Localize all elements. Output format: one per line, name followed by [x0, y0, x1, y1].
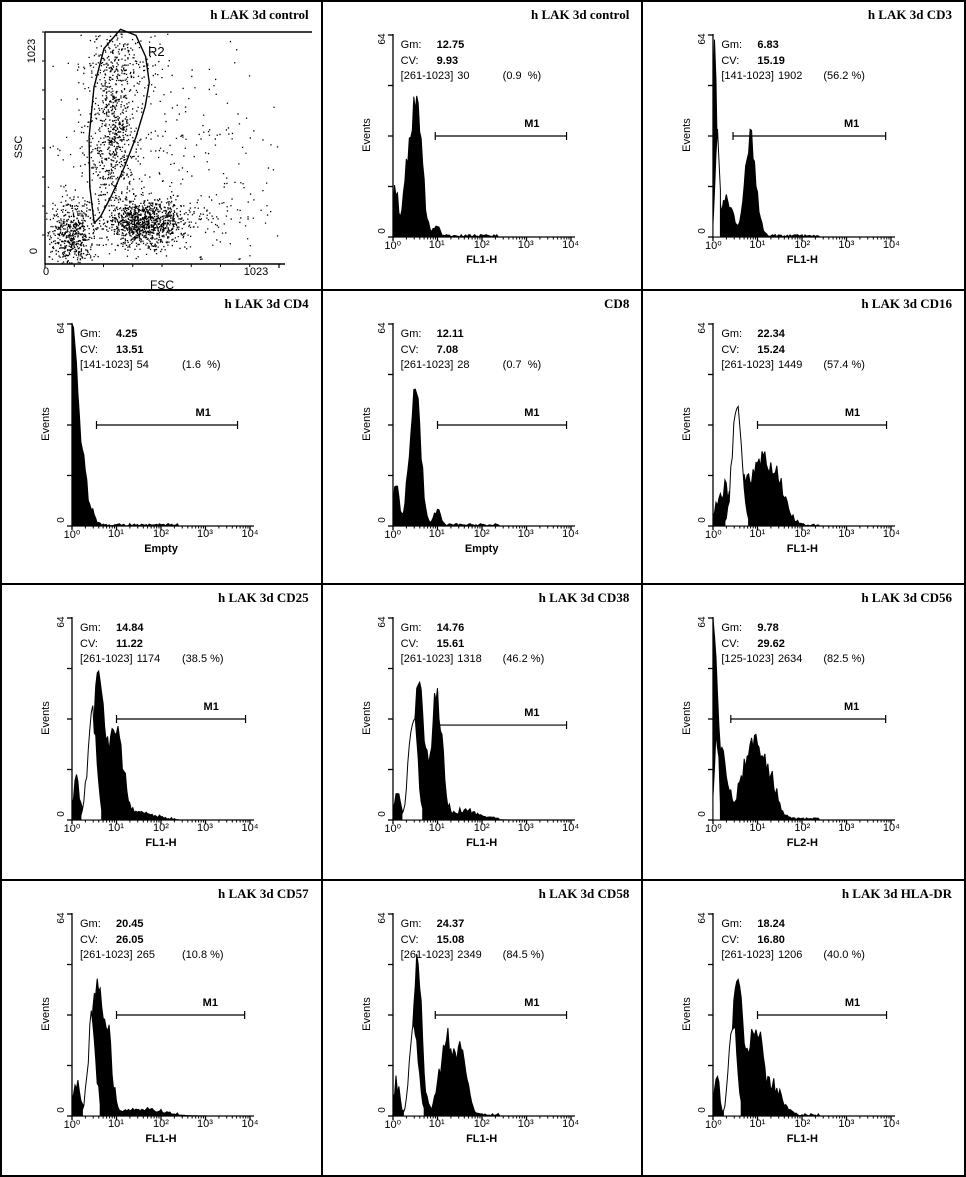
- count-value: 2634: [777, 653, 803, 665]
- percent-value: (1.6 %): [182, 359, 221, 371]
- y-axis-min-label: 0: [697, 517, 709, 523]
- stat-cv: [721, 637, 959, 653]
- percent-value: (0.7 %): [502, 359, 542, 371]
- x-tick-1e1: 10¹: [428, 239, 445, 251]
- x-tick-1e2: 10²: [473, 1118, 490, 1130]
- stat-gm: [721, 917, 959, 933]
- y-axis-title: Events: [40, 997, 52, 1031]
- stats-block: [401, 621, 639, 668]
- stat-gate-range: [721, 358, 959, 374]
- panel-title: h LAK 3d CD56: [861, 590, 952, 605]
- x-tick-1e4: 10⁴: [882, 239, 900, 251]
- stat-cv: [721, 933, 959, 949]
- histogram-panel: [643, 585, 964, 881]
- stat-cv: [401, 637, 639, 653]
- x-axis-title: FSC: [150, 278, 174, 291]
- cv-value: 13.51: [116, 343, 144, 356]
- y-axis-title: Events: [40, 407, 52, 441]
- y-axis-max-label: 64: [376, 912, 388, 924]
- gm-label: Gm:: [721, 918, 743, 930]
- stat-gm: [401, 917, 639, 933]
- stat-cv: [80, 343, 318, 359]
- x-axis-title: FL1-H: [466, 1133, 498, 1145]
- stat-gm: [721, 327, 959, 343]
- histogram-panel: [643, 291, 964, 585]
- range-and-count: [721, 358, 823, 374]
- x-tick-1e3: 10³: [197, 822, 213, 834]
- stat-gm: [401, 38, 639, 54]
- gm-value: 14.84: [116, 622, 144, 634]
- x-tick-1e4: 10⁴: [241, 1118, 259, 1130]
- range-value: [261-1023]: [80, 653, 133, 665]
- count-value: 1449: [777, 359, 803, 371]
- gm-label: Gm:: [400, 328, 422, 340]
- stat-gate-range: [721, 69, 959, 85]
- percent-value: (40.0 %): [823, 949, 865, 961]
- gm-label: Gm:: [721, 39, 743, 51]
- stats-block: [401, 917, 639, 964]
- gm-label: Gm:: [400, 39, 422, 51]
- x-tick-1e3: 10³: [838, 822, 855, 834]
- stat-cv: [401, 54, 639, 70]
- y-axis-min-label: 0: [376, 228, 388, 234]
- stat-gm: [401, 621, 639, 637]
- count-value: 28: [457, 359, 470, 371]
- marker-label: M1: [524, 118, 540, 130]
- x-tick-1e4: 10⁴: [241, 528, 259, 540]
- y-axis-min-label: 0: [697, 811, 709, 817]
- x-axis-title: FL1-H: [466, 254, 498, 266]
- x-tick-1e0: 10⁰: [384, 823, 401, 835]
- percent-value: (84.5 %): [502, 949, 545, 961]
- y-axis-min-label: 0: [697, 1107, 709, 1113]
- range-value: [261-1023]: [721, 949, 774, 961]
- stat-cv: [80, 933, 318, 949]
- x-tick-1e0: 10⁰: [705, 1119, 722, 1131]
- marker-label: M1: [844, 407, 861, 419]
- range-value: [261-1023]: [400, 359, 454, 371]
- y-axis-title: Events: [360, 997, 373, 1031]
- range-and-count: [721, 652, 823, 668]
- x-tick-1e3: 10³: [838, 1118, 855, 1130]
- stat-cv: [401, 343, 639, 359]
- gm-value: 22.34: [757, 328, 785, 340]
- x-tick-1e4: 10⁴: [882, 528, 900, 540]
- cv-label: CV:: [721, 54, 740, 67]
- y-axis-max-label: 64: [697, 322, 709, 334]
- range-value: [261-1023]: [400, 949, 454, 961]
- cv-label: CV:: [400, 343, 419, 356]
- x-tick-1e0: 10⁰: [63, 1119, 81, 1131]
- count-value: 265: [136, 949, 155, 961]
- gate-label: R2: [148, 44, 165, 59]
- stat-gate-range: [721, 652, 959, 668]
- x-tick-1e4: 10⁴: [241, 822, 259, 834]
- stat-gm: [721, 38, 959, 54]
- marker-label: M1: [524, 407, 540, 419]
- stat-cv: [721, 54, 959, 70]
- x-tick-1e1: 10¹: [749, 528, 766, 540]
- panel-title: h LAK 3d control: [530, 7, 630, 22]
- y-axis-title: SSC: [13, 135, 25, 159]
- panel-title: h LAK 3d CD3: [867, 7, 952, 22]
- x-tick-1e1: 10¹: [749, 1118, 766, 1130]
- y-axis-max-label: 64: [56, 912, 67, 924]
- percent-value: (82.5 %): [823, 653, 865, 665]
- range-value: [141-1023]: [80, 359, 133, 371]
- stat-gate-range: [721, 948, 959, 964]
- x-tick-1e3: 10³: [838, 239, 855, 251]
- count-value: 1174: [136, 653, 161, 665]
- y-axis-title: Events: [681, 118, 694, 152]
- x-tick-1e0: 10⁰: [63, 823, 81, 835]
- cv-value: 15.61: [436, 637, 465, 650]
- stat-gm: [80, 917, 318, 933]
- gm-label: Gm:: [721, 328, 743, 340]
- cv-label: CV:: [400, 637, 419, 650]
- x-tick-1e0: 10⁰: [705, 240, 722, 252]
- x-tick-1e0: 10⁰: [384, 240, 401, 252]
- cv-label: CV:: [400, 54, 419, 67]
- y-axis-min-label: 0: [697, 228, 709, 234]
- x-tick-1e3: 10³: [838, 528, 855, 540]
- y-axis-title: Events: [360, 118, 373, 152]
- x-axis-title: Empty: [144, 543, 178, 555]
- panel-title: h LAK 3d control: [210, 7, 309, 22]
- cv-label: CV:: [721, 933, 740, 946]
- y-axis-max-label: 64: [697, 616, 709, 628]
- x-axis-title: FL1-H: [786, 254, 818, 266]
- stat-gate-range: [401, 69, 639, 85]
- range-and-count: [401, 652, 503, 668]
- cv-value: 16.80: [757, 933, 785, 946]
- y-axis-title: Events: [40, 701, 52, 735]
- stats-block: [721, 327, 959, 374]
- count-value: 1206: [777, 949, 803, 961]
- x-axis-max-label: 1023: [243, 266, 269, 278]
- y-axis-max-label: 64: [376, 33, 388, 45]
- stat-gate-range: [80, 948, 318, 964]
- range-and-count: [80, 652, 182, 668]
- histogram-panel: [323, 2, 644, 291]
- marker-label: M1: [843, 118, 860, 130]
- cv-value: 7.08: [436, 343, 459, 356]
- x-tick-1e2: 10²: [473, 239, 490, 251]
- count-value: 30: [457, 70, 470, 82]
- x-tick-1e2: 10²: [794, 822, 811, 834]
- count-value: 1902: [777, 70, 803, 82]
- percent-value: (57.4 %): [823, 359, 865, 371]
- x-tick-1e2: 10²: [153, 822, 169, 834]
- x-tick-1e4: 10⁴: [882, 1118, 900, 1130]
- x-tick-1e2: 10²: [794, 528, 811, 540]
- cv-label: CV:: [80, 637, 98, 650]
- x-tick-1e4: 10⁴: [562, 822, 580, 834]
- stats-block: [721, 38, 959, 85]
- x-axis-title: FL2-H: [786, 837, 818, 849]
- x-tick-1e1: 10¹: [108, 822, 124, 834]
- gm-value: 18.24: [757, 918, 785, 930]
- y-axis-max-label: 1023: [26, 38, 38, 64]
- x-tick-1e3: 10³: [197, 528, 213, 540]
- x-tick-1e4: 10⁴: [882, 822, 900, 834]
- x-tick-1e2: 10²: [153, 1118, 169, 1130]
- gm-label: Gm:: [721, 622, 743, 634]
- x-axis-title: FL1-H: [145, 1133, 177, 1145]
- stat-gate-range: [80, 652, 318, 668]
- stat-gate-range: [401, 652, 639, 668]
- y-axis-min-label: 0: [28, 247, 40, 255]
- x-tick-1e2: 10²: [794, 1118, 811, 1130]
- marker-label: M1: [524, 707, 540, 720]
- stats-block: [401, 38, 639, 85]
- x-tick-1e2: 10²: [794, 239, 811, 251]
- x-tick-1e4: 10⁴: [562, 1118, 580, 1130]
- cv-value: 26.05: [116, 933, 144, 946]
- stat-gm: [80, 327, 318, 343]
- x-axis-title: FL1-H: [786, 1133, 818, 1145]
- y-axis-min-label: 0: [376, 1107, 388, 1113]
- marker-label: M1: [202, 997, 218, 1009]
- cv-label: CV:: [721, 343, 740, 356]
- x-tick-1e4: 10⁴: [562, 239, 580, 251]
- y-axis-title: Events: [681, 997, 694, 1031]
- cv-value: 15.24: [757, 343, 785, 356]
- cv-label: CV:: [400, 933, 419, 946]
- marker-label: M1: [195, 407, 211, 419]
- marker-label: M1: [844, 997, 861, 1009]
- range-value: [141-1023]: [721, 70, 774, 82]
- y-axis-max-label: 64: [376, 322, 388, 334]
- histogram-panel: [323, 585, 644, 881]
- y-axis-title: Events: [681, 407, 694, 441]
- x-tick-1e0: 10⁰: [705, 823, 722, 835]
- stat-cv: [401, 933, 639, 949]
- gm-label: Gm:: [400, 918, 422, 930]
- panel-title: h LAK 3d CD25: [217, 590, 309, 605]
- x-axis-min-label: 0: [42, 266, 50, 278]
- range-value: [261-1023]: [400, 70, 454, 82]
- stat-gm: [401, 327, 639, 343]
- stats-block: [721, 917, 959, 964]
- y-axis-max-label: 64: [697, 912, 709, 924]
- x-axis-title: FL1-H: [786, 543, 818, 555]
- y-axis-min-label: 0: [56, 517, 67, 523]
- x-tick-1e3: 10³: [517, 822, 534, 834]
- stat-gate-range: [80, 358, 318, 374]
- range-and-count: [721, 69, 823, 85]
- x-tick-1e1: 10¹: [428, 528, 445, 540]
- cv-label: CV:: [80, 933, 98, 946]
- y-axis-min-label: 0: [56, 1107, 67, 1113]
- cv-value: 15.08: [436, 933, 465, 946]
- panel-title: h LAK 3d HLA-DR: [841, 886, 952, 901]
- y-axis-title: Events: [360, 701, 373, 735]
- x-axis-title: FL1-H: [145, 837, 177, 849]
- cv-value: 9.93: [436, 54, 459, 67]
- y-axis-max-label: 64: [56, 616, 67, 628]
- y-axis-min-label: 0: [56, 811, 67, 817]
- panel-title: h LAK 3d CD57: [217, 886, 309, 901]
- range-and-count: [401, 948, 503, 964]
- range-value: [261-1023]: [400, 653, 454, 665]
- stat-gate-range: [401, 948, 639, 964]
- x-tick-1e3: 10³: [517, 1118, 534, 1130]
- cv-value: 15.19: [757, 54, 785, 67]
- panel-title: h LAK 3d CD38: [538, 590, 630, 605]
- x-tick-1e1: 10¹: [428, 1118, 445, 1130]
- stat-cv: [80, 637, 318, 653]
- x-axis-title: FL1-H: [466, 837, 498, 849]
- gm-label: Gm:: [80, 622, 101, 634]
- gm-label: Gm:: [80, 328, 101, 340]
- y-axis-title: Events: [360, 407, 373, 441]
- count-value: 54: [136, 359, 149, 371]
- panel-title: h LAK 3d CD58: [538, 886, 630, 901]
- percent-value: (46.2 %): [502, 653, 545, 665]
- x-tick-1e3: 10³: [197, 1118, 213, 1130]
- y-axis-min-label: 0: [376, 517, 388, 523]
- histogram-panel: [643, 2, 964, 291]
- gm-label: Gm:: [400, 622, 422, 634]
- percent-value: (0.9 %): [502, 70, 542, 82]
- panel-title: h LAK 3d CD16: [861, 296, 952, 311]
- x-tick-1e0: 10⁰: [384, 529, 401, 541]
- gm-value: 12.11: [436, 328, 464, 340]
- y-axis-max-label: 64: [56, 322, 67, 334]
- histogram-panel: [2, 585, 323, 881]
- x-tick-1e0: 10⁰: [705, 529, 722, 541]
- count-value: 2349: [457, 949, 482, 961]
- stat-gm: [721, 621, 959, 637]
- stat-cv: [721, 343, 959, 359]
- y-axis-min-label: 0: [376, 811, 388, 817]
- x-tick-1e0: 10⁰: [384, 1119, 401, 1131]
- stats-block: [80, 621, 318, 668]
- x-tick-1e1: 10¹: [428, 822, 445, 834]
- percent-value: (10.8 %): [182, 949, 224, 961]
- panel-title: h LAK 3d CD4: [224, 296, 309, 311]
- histogram-panel: [643, 881, 964, 1175]
- range-and-count: [80, 948, 182, 964]
- stats-block: [80, 327, 318, 374]
- x-axis-title: Empty: [464, 543, 499, 555]
- x-tick-1e1: 10¹: [108, 528, 124, 540]
- range-value: [125-1023]: [721, 653, 774, 665]
- histogram-panel: [323, 291, 644, 585]
- gm-value: 4.25: [116, 328, 138, 340]
- stat-gm: [80, 621, 318, 637]
- gm-value: 14.76: [436, 622, 465, 634]
- gm-value: 24.37: [436, 918, 465, 930]
- count-value: 1318: [457, 653, 482, 665]
- cv-value: 11.22: [116, 637, 143, 650]
- x-tick-1e4: 10⁴: [562, 528, 580, 540]
- x-tick-1e3: 10³: [517, 528, 534, 540]
- x-tick-1e0: 10⁰: [63, 529, 81, 541]
- gm-value: 12.75: [436, 39, 465, 51]
- stats-block: [721, 621, 959, 668]
- cv-value: 29.62: [757, 637, 785, 650]
- panel-title: CD8: [604, 296, 630, 311]
- range-and-count: [401, 69, 503, 85]
- cv-label: CV:: [721, 637, 740, 650]
- x-tick-1e2: 10²: [473, 528, 490, 540]
- histogram-panel: [323, 881, 644, 1175]
- range-and-count: [401, 358, 503, 374]
- y-axis-title: Events: [681, 701, 694, 735]
- x-tick-1e2: 10²: [473, 822, 490, 834]
- range-and-count: [80, 358, 182, 374]
- histogram-panel: [2, 291, 323, 585]
- stats-block: [401, 327, 639, 374]
- histogram-panel: [2, 881, 323, 1175]
- percent-value: (38.5 %): [182, 653, 224, 665]
- range-value: [261-1023]: [721, 359, 774, 371]
- gm-value: 20.45: [116, 918, 144, 930]
- range-value: [261-1023]: [80, 949, 133, 961]
- x-tick-1e1: 10¹: [749, 239, 766, 251]
- scatter-panel: [2, 2, 323, 291]
- gm-label: Gm:: [80, 918, 101, 930]
- range-and-count: [721, 948, 823, 964]
- y-axis-max-label: 64: [697, 33, 709, 45]
- x-tick-1e3: 10³: [517, 239, 534, 251]
- gm-value: 6.83: [757, 39, 779, 51]
- gm-value: 9.78: [757, 622, 779, 634]
- x-tick-1e1: 10¹: [749, 822, 766, 834]
- marker-label: M1: [843, 701, 860, 713]
- cv-label: CV:: [80, 343, 98, 356]
- stats-block: [80, 917, 318, 964]
- marker-label: M1: [203, 701, 219, 713]
- stat-gate-range: [401, 358, 639, 374]
- x-tick-1e1: 10¹: [108, 1118, 124, 1130]
- x-tick-1e2: 10²: [153, 528, 169, 540]
- y-axis-max-label: 64: [376, 616, 388, 628]
- percent-value: (56.2 %): [823, 70, 865, 82]
- marker-label: M1: [524, 997, 540, 1009]
